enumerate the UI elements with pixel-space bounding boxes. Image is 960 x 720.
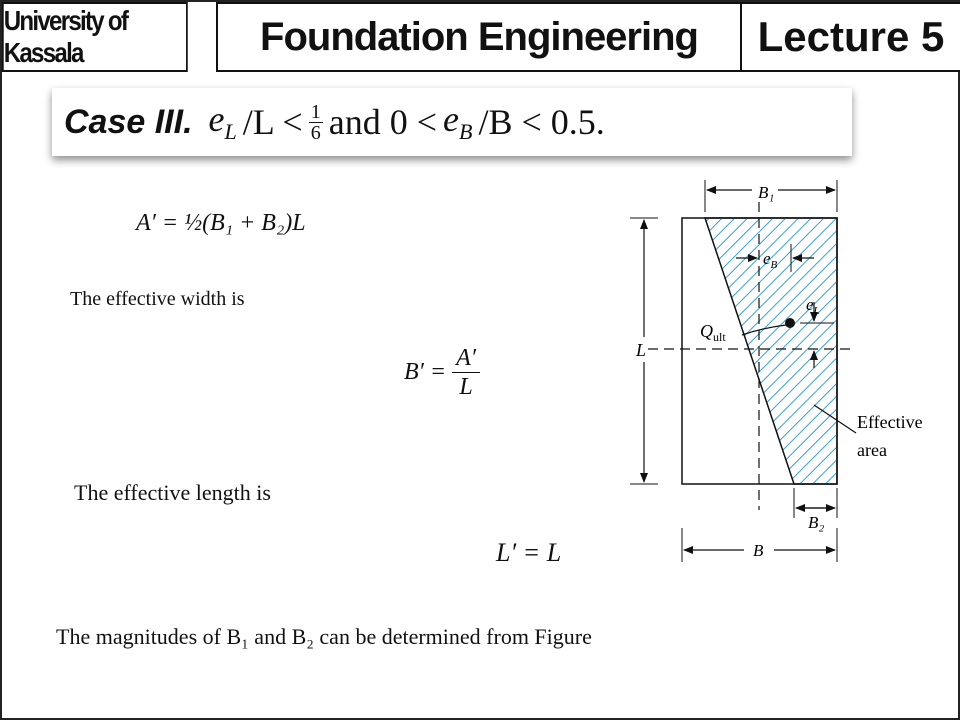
area-equation: A′ = ½(B₁ + B₂)L: [136, 210, 306, 236]
l-label: L: [636, 340, 647, 360]
effective-area-hatch: [705, 218, 837, 484]
width-lhs: B′ =: [404, 359, 447, 385]
load-point: [785, 318, 795, 328]
case-condition: [209, 98, 605, 145]
case-fraction: [309, 102, 323, 143]
case-heading: [52, 88, 852, 156]
course-title: Foundation Engineering: [216, 2, 742, 72]
qult-subscript: ult: [713, 330, 726, 344]
effective-width-text: The effective width is: [70, 288, 245, 310]
b-label: B: [753, 541, 764, 560]
case-el-sub: L: [224, 119, 237, 145]
eb-subscript: B: [770, 259, 778, 271]
b1-label: B₁: [758, 183, 775, 202]
case-right: /B < 0.5.: [478, 102, 605, 142]
case-mid: and 0 <: [328, 102, 437, 142]
case-el: e: [208, 99, 225, 140]
width-num: A′: [452, 344, 480, 373]
lecture-number: Lecture 5: [740, 2, 960, 72]
el-subscript: L: [813, 305, 820, 317]
b2-label: B₂: [808, 513, 825, 532]
case-label: Case III.: [64, 102, 193, 141]
case-eb-sub: B: [458, 119, 473, 145]
magnitudes-text: The magnitudes of B₁ and B₂ can be determined from Figure: [56, 624, 592, 649]
effective-length-text: The effective length is: [74, 480, 271, 505]
qult-label: [700, 321, 726, 344]
el-letter: e: [806, 295, 814, 314]
university-title: University of Kassala: [2, 2, 188, 72]
width-den: L: [459, 374, 473, 400]
header: [2, 2, 960, 72]
effective-label: Effective: [857, 412, 923, 432]
case-eb: e: [443, 99, 459, 140]
area-label: area: [857, 440, 887, 460]
footing-diagram: [602, 172, 942, 572]
eb-letter: e: [763, 249, 771, 268]
qult-letter: Q: [700, 321, 713, 341]
width-fraction: [452, 344, 480, 401]
case-el-tail: /L <: [242, 102, 303, 142]
width-equation: [404, 344, 480, 401]
case-frac-den: 6: [310, 121, 321, 144]
case-frac-num: 1: [310, 100, 321, 123]
length-equation: L′ = L: [496, 538, 562, 567]
